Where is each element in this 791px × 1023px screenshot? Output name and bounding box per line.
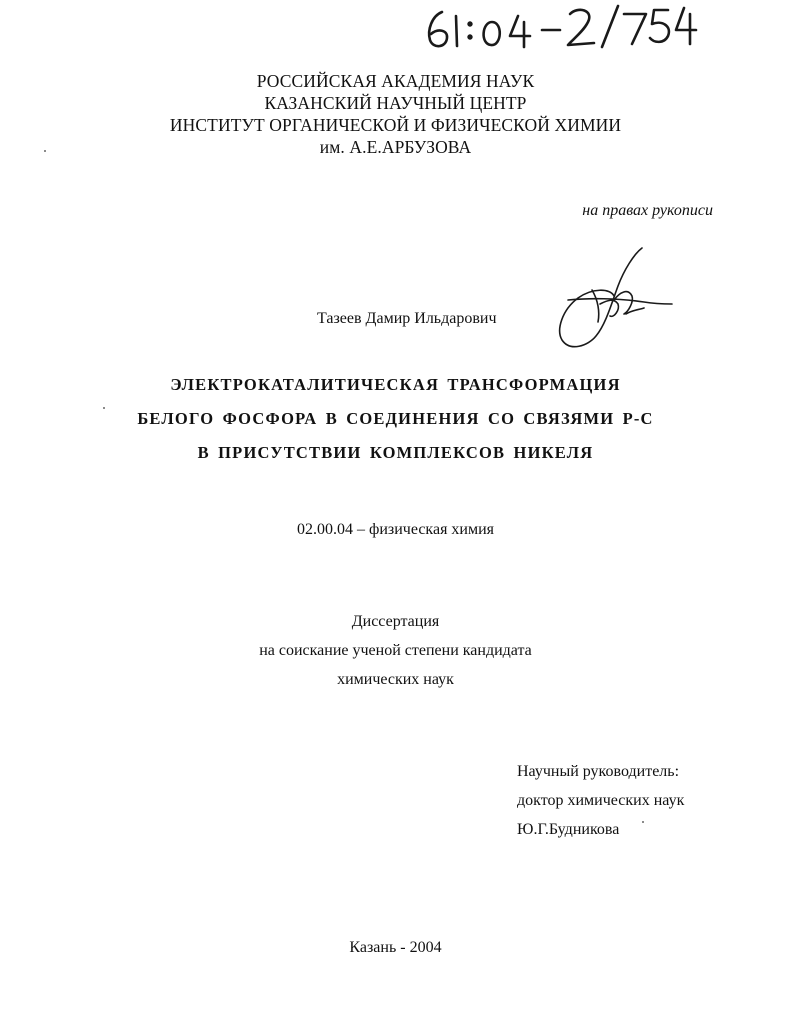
advisor-line: Ю.Г.Будникова [517,821,620,838]
title-line: В ПРИСУТСТВИИ КОМПЛЕКСОВ НИКЕЛЯ [197,443,594,462]
scan-speck [44,150,46,152]
scientific-advisor [517,757,684,844]
title-line: БЕЛОГО ФОСФОРА В СОЕДИНЕНИЯ СО СВЯЗЯМИ Р-С [137,409,654,428]
scan-speck [103,407,105,409]
advisor-line: доктор химических наук [517,792,685,809]
organization-header [0,70,791,158]
thesis-line: на соискание ученой степени кандидата [259,642,532,659]
manuscript-note: на правах рукописи [582,202,713,219]
organization-line: КАЗАНСКИЙ НАУЧНЫЙ ЦЕНТР [264,93,527,113]
organization-line: ИНСТИТУТ ОРГАНИЧЕСКОЙ И ФИЗИЧЕСКОЙ ХИМИИ [169,115,622,135]
title-line: ЭЛЕКТРОКАТАЛИТИЧЕСКАЯ ТРАНСФОРМАЦИЯ [170,375,621,394]
organization-line: РОССИЙСКАЯ АКАДЕМИЯ НАУК [256,71,535,91]
author-name: Тазеев Дамир Ильдарович [317,310,497,327]
advisor-line: Научный руководитель: [517,763,680,780]
organization-line: им. А.Е.АРБУЗОВА [319,137,472,157]
thesis-line: Диссертация [351,613,440,630]
city-year: Казань - 2004 [349,939,442,956]
handwritten-archive-number [418,0,698,52]
author-signature [548,240,688,360]
specialty-code: 02.00.04 – физическая химия [296,521,495,538]
scan-speck [642,821,644,823]
thesis-title [0,368,791,470]
thesis-line: химических наук [337,671,454,688]
thesis-type [0,607,791,694]
